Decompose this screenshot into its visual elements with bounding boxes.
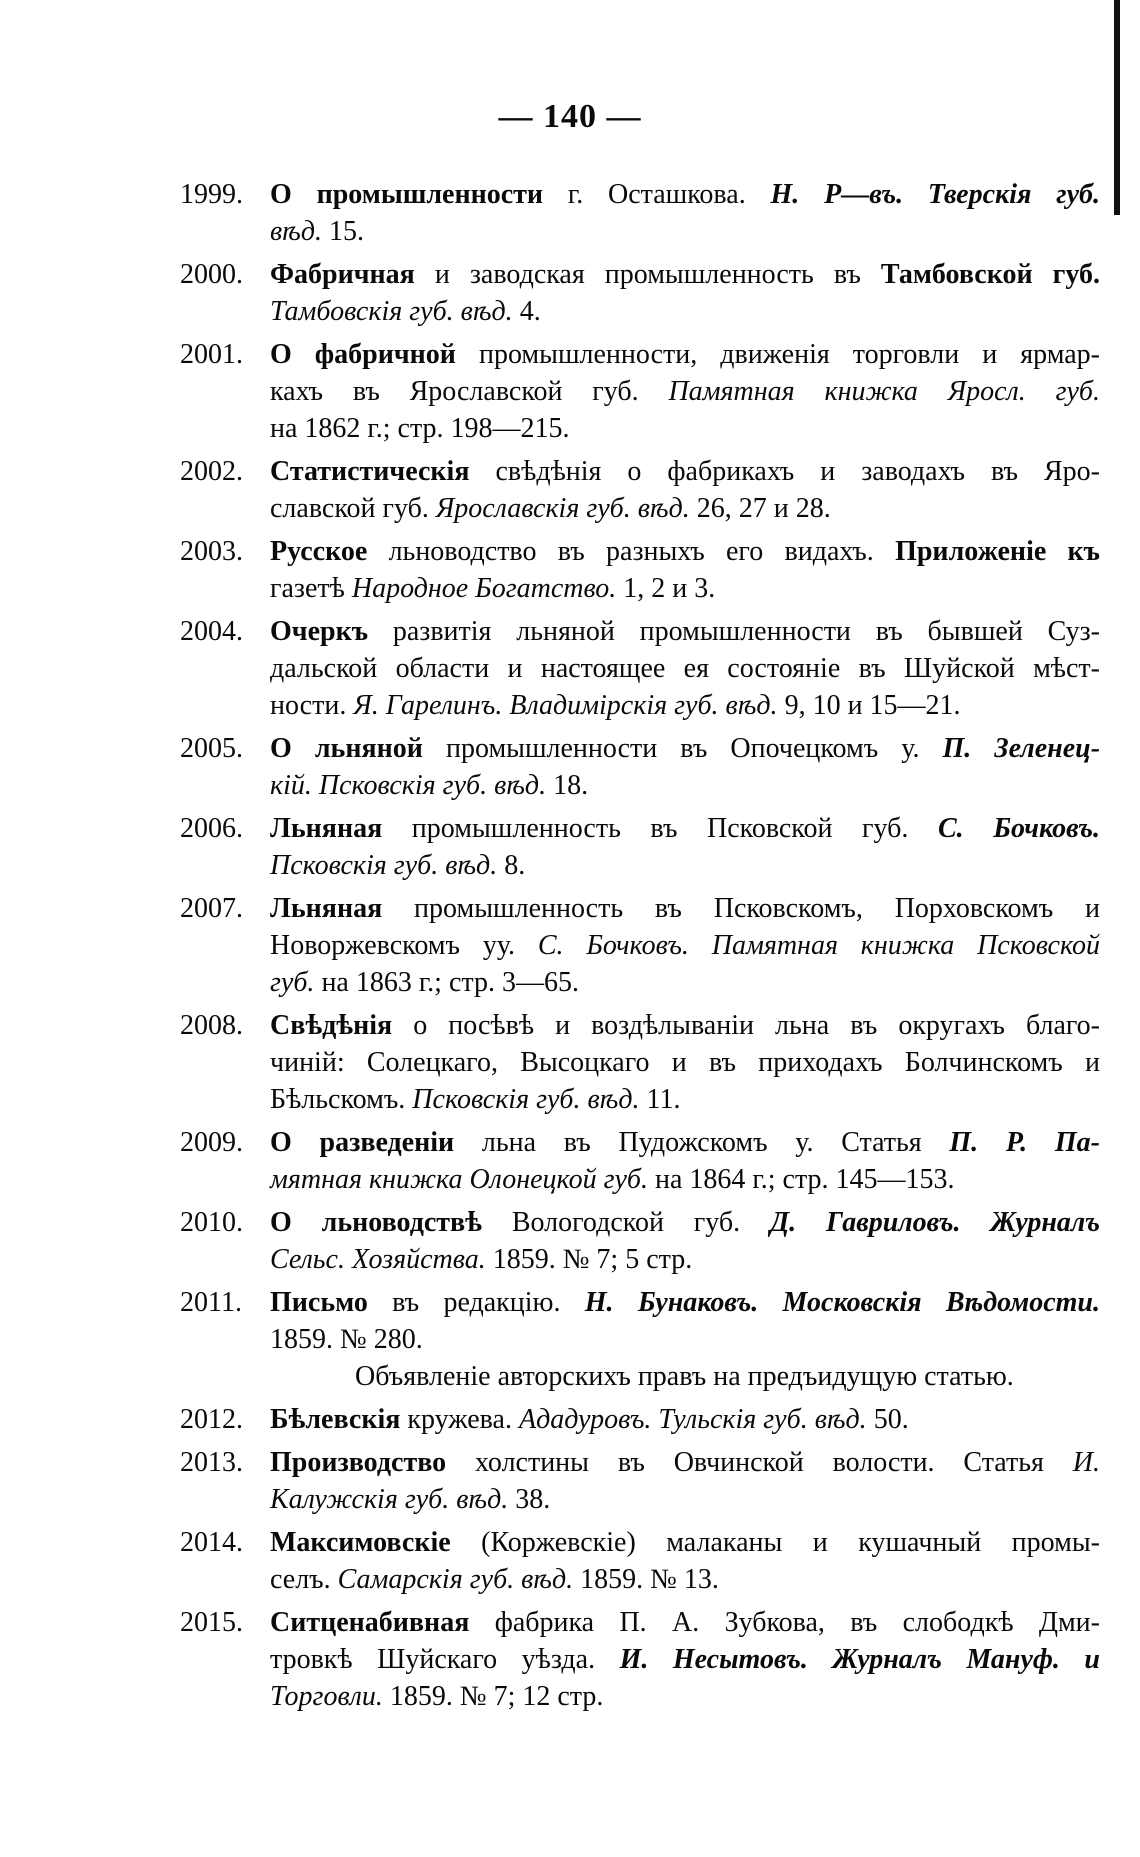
entry-text-segment: промышленность въ Псковской губ. bbox=[382, 813, 938, 844]
entry-text-segment: дальской области и настоящее ея состояніе въ Шуйской мѣст- bbox=[270, 653, 1100, 684]
entry-line bbox=[270, 533, 1100, 570]
entry-text bbox=[270, 810, 1100, 884]
entry-line bbox=[270, 373, 1100, 410]
entry-source-segment: Тамбовскія губ. вѣд. bbox=[270, 296, 513, 327]
entry-number: 1999. bbox=[180, 179, 243, 210]
entry-line bbox=[270, 1524, 1100, 1561]
entry-number: 2013. bbox=[180, 1447, 243, 1478]
bibliography-entry bbox=[180, 176, 1100, 250]
entry-line bbox=[270, 1444, 1100, 1481]
entry-number: 2011. bbox=[180, 1287, 242, 1318]
entry-title-segment: Фабричная bbox=[270, 259, 415, 290]
entry-source-segment: Н. Р—въ. Тверскія губ. bbox=[770, 179, 1100, 210]
entry-title-segment: Письмо bbox=[270, 1287, 368, 1318]
entry-text bbox=[270, 533, 1100, 607]
entry-source-segment: Сельс. Хозяйства. bbox=[270, 1244, 486, 1275]
entry-text bbox=[270, 613, 1100, 724]
entry-text-segment: 1859. № 280. bbox=[270, 1324, 423, 1355]
bibliography-entry bbox=[180, 336, 1100, 447]
bibliography-list bbox=[180, 176, 1100, 1715]
entry-text bbox=[270, 1604, 1100, 1715]
entry-line bbox=[270, 176, 1100, 213]
entry-number: 2004. bbox=[180, 616, 243, 647]
entry-line bbox=[270, 1321, 1100, 1358]
entry-note: Объявленіе авторскихъ правъ на предъидущую статью. bbox=[355, 1361, 1014, 1392]
entry-text bbox=[270, 1204, 1100, 1278]
entry-text bbox=[270, 1284, 1100, 1358]
entry-number: 2001. bbox=[180, 339, 243, 370]
entry-source-segment: П. Р. Па- bbox=[949, 1127, 1101, 1158]
entry-text-segment: 50. bbox=[866, 1404, 909, 1435]
bibliography-entry bbox=[180, 256, 1100, 330]
entry-text bbox=[270, 256, 1100, 330]
entry-title-segment: Русское bbox=[270, 536, 368, 567]
entry-text-segment: 1859. № 7; 5 стр. bbox=[485, 1244, 693, 1275]
entry-line bbox=[270, 927, 1100, 964]
entry-line bbox=[270, 613, 1100, 650]
entry-line bbox=[270, 650, 1100, 687]
bibliography-entry bbox=[180, 613, 1100, 724]
entry-line bbox=[270, 810, 1100, 847]
entry-source-segment: И. Несытовъ. Журналъ Мануф. и bbox=[619, 1644, 1100, 1675]
entry-title-segment: О льноводствѣ bbox=[270, 1207, 482, 1238]
entry-source-segment: Народное Богатство. bbox=[351, 573, 617, 604]
entry-title-segment: Тамбовской губ. bbox=[880, 259, 1100, 290]
bibliography-entry bbox=[180, 810, 1100, 884]
entry-text-segment: льна въ Пудожскомъ у. Статья bbox=[454, 1127, 950, 1158]
entry-text bbox=[270, 1524, 1100, 1598]
entry-source-segment: Самарскія губ. вѣд. bbox=[337, 1564, 574, 1595]
bibliography-entry bbox=[180, 1124, 1100, 1198]
bibliography-entry bbox=[180, 1007, 1100, 1118]
entry-text bbox=[270, 336, 1100, 447]
entry-text-segment: 18. bbox=[546, 770, 589, 801]
entry-line bbox=[270, 1641, 1100, 1678]
entry-line bbox=[270, 767, 1100, 804]
entry-number: 2000. bbox=[180, 259, 243, 290]
entry-number: 2003. bbox=[180, 536, 243, 567]
entry-text-segment: 1859. № 13. bbox=[573, 1564, 719, 1595]
entry-line bbox=[270, 410, 1100, 447]
entry-number: 2009. bbox=[180, 1127, 243, 1158]
entry-line bbox=[270, 1044, 1100, 1081]
entry-line bbox=[270, 1284, 1100, 1321]
entry-text-segment: о посѣвѣ и воздѣлываніи льна въ округахъ благо- bbox=[392, 1010, 1100, 1041]
bibliography-entry bbox=[180, 1604, 1100, 1715]
entry-title-segment: О промышленности bbox=[270, 179, 544, 210]
entry-line bbox=[270, 687, 1100, 724]
entry-text-segment: 8. bbox=[497, 850, 526, 881]
entry-source-segment: Я. Гарелинъ. Владимірскія губ. вѣд. bbox=[353, 690, 778, 721]
entry-text-segment: промышленности, движенія торговли и ярмар- bbox=[455, 339, 1100, 370]
entry-text-segment: льноводство въ разныхъ его видахъ. bbox=[367, 536, 896, 567]
entry-text-segment: Вологодской губ. bbox=[481, 1207, 771, 1238]
entry-title-segment: Статистическія bbox=[270, 456, 470, 487]
entry-title-segment: Максимовскіе bbox=[270, 1527, 451, 1558]
entry-text-segment: 11. bbox=[639, 1084, 681, 1115]
entry-text bbox=[270, 730, 1100, 804]
entry-line bbox=[270, 1241, 1100, 1278]
entry-title-segment: Свѣдѣнія bbox=[270, 1010, 393, 1041]
entry-source-segment: мятная книжка Олонецкой губ. bbox=[270, 1164, 648, 1195]
entry-text-segment: газетѣ bbox=[270, 573, 352, 604]
entry-text-segment: г. Осташкова. bbox=[543, 179, 771, 210]
entry-text bbox=[270, 1401, 1100, 1438]
entry-text-segment: на 1862 г.; стр. 198—215. bbox=[270, 413, 570, 444]
entry-text-segment: 26, 27 и 28. bbox=[689, 493, 831, 524]
entry-title-segment: Бѣлевскія bbox=[270, 1404, 401, 1435]
entry-text-segment: и заводская промышленность въ bbox=[414, 259, 881, 290]
bibliography-entry bbox=[180, 730, 1100, 804]
entry-text-segment: 4. bbox=[512, 296, 541, 327]
entry-title-segment: О льняной bbox=[270, 733, 423, 764]
entry-text-segment: Новоржевскомъ уу. bbox=[270, 930, 538, 961]
entry-text-segment: промышленности въ Опочецкомъ у. bbox=[422, 733, 943, 764]
entry-text-segment: (Коржевскіе) малаканы и кушачный промы- bbox=[450, 1527, 1100, 1558]
entry-text-segment: въ редакцію. bbox=[367, 1287, 585, 1318]
entry-line bbox=[270, 1007, 1100, 1044]
entry-line bbox=[270, 847, 1100, 884]
entry-source-segment: Ададуровъ. Тульскія губ. вѣд. bbox=[518, 1404, 867, 1435]
entry-source-segment: И. bbox=[1072, 1447, 1100, 1478]
entry-line bbox=[270, 1481, 1100, 1518]
entry-source-segment: Псковскія губ. вѣд. bbox=[412, 1084, 640, 1115]
entry-line bbox=[270, 730, 1100, 767]
entry-line bbox=[270, 1678, 1100, 1715]
entry-title-segment: Приложеніе къ bbox=[895, 536, 1101, 567]
entry-source-segment: кій. Псковскія губ. вѣд. bbox=[270, 770, 547, 801]
entry-source-segment: С. Бочковъ. Памятная книжка Псковской bbox=[537, 930, 1101, 961]
entry-title-segment: Ситценабивная bbox=[270, 1607, 470, 1638]
entry-title-segment: Производство bbox=[270, 1447, 447, 1478]
entry-text-segment: 9, 10 и 15—21. bbox=[777, 690, 961, 721]
entry-source-segment: С. Бочковъ. bbox=[937, 813, 1101, 844]
entry-title-segment: О фабричной bbox=[270, 339, 456, 370]
entry-source-segment: Ярославскія губ. вѣд. bbox=[435, 493, 690, 524]
entry-line bbox=[270, 1204, 1100, 1241]
entry-title-segment: О разведеніи bbox=[270, 1127, 455, 1158]
entry-line bbox=[270, 490, 1100, 527]
entry-text bbox=[270, 453, 1100, 527]
entry-text-segment: кружева. bbox=[400, 1404, 519, 1435]
entry-text-segment: фабрика П. А. Зубкова, въ слободкѣ Дми- bbox=[469, 1607, 1100, 1638]
entry-line bbox=[270, 570, 1100, 607]
bibliography-entry bbox=[180, 890, 1100, 1001]
entry-text-segment: чиній: Солецкаго, Высоцкаго и въ приходахъ Болчинскомъ и bbox=[270, 1047, 1100, 1078]
entry-number: 2002. bbox=[180, 456, 243, 487]
entry-number: 2007. bbox=[180, 893, 243, 924]
entry-text-segment: развитія льняной промышленности въ бывшей Суз- bbox=[368, 616, 1100, 647]
entry-text bbox=[270, 890, 1100, 1001]
entry-number: 2014. bbox=[180, 1527, 243, 1558]
entry-line bbox=[270, 1161, 1100, 1198]
entry-text bbox=[270, 176, 1100, 250]
entry-line bbox=[270, 1081, 1100, 1118]
entry-text-segment: кахъ въ Ярославской губ. bbox=[270, 376, 669, 407]
entry-line bbox=[270, 256, 1100, 293]
entry-text-segment: селъ. bbox=[270, 1564, 338, 1595]
entry-text-segment: на 1863 г.; стр. 3—65. bbox=[314, 967, 579, 998]
entry-title-segment: Льняная bbox=[270, 893, 383, 924]
entry-text-segment: тровкѣ Шуйскаго уѣзда. bbox=[270, 1644, 620, 1675]
entry-number: 2015. bbox=[180, 1607, 243, 1638]
entry-source-segment: Торговли. bbox=[270, 1681, 383, 1712]
bibliography-entry bbox=[180, 1524, 1100, 1598]
entry-line bbox=[270, 1401, 1100, 1438]
entry-text-segment: свѣдѣнія о фабрикахъ и заводахъ въ Яро- bbox=[469, 456, 1100, 487]
entry-text bbox=[270, 1124, 1100, 1198]
entry-line bbox=[270, 453, 1100, 490]
bibliography-entry bbox=[180, 1204, 1100, 1278]
bibliography-entry bbox=[180, 453, 1100, 527]
entry-text-segment: Бѣльскомъ. bbox=[270, 1084, 413, 1115]
entry-source-segment: Н. Бунаковъ. Московскія Вѣдомости. bbox=[584, 1287, 1100, 1318]
page-number: — 140 — bbox=[498, 98, 642, 135]
entry-number: 2010. bbox=[180, 1207, 243, 1238]
bibliography-entry bbox=[180, 533, 1100, 607]
entry-text-segment: славской губ. bbox=[270, 493, 436, 524]
entry-number: 2012. bbox=[180, 1404, 243, 1435]
entry-text-segment: 15. bbox=[322, 216, 364, 247]
bibliography-entry bbox=[180, 1401, 1100, 1438]
entry-line bbox=[270, 213, 1100, 250]
entry-number: 2008. bbox=[180, 1010, 243, 1041]
entry-text-segment: на 1864 г.; стр. 145—153. bbox=[648, 1164, 955, 1195]
entry-line bbox=[270, 1124, 1100, 1161]
entry-text-segment: 1859. № 7; 12 стр. bbox=[382, 1681, 604, 1712]
entry-title-segment: Очеркъ bbox=[270, 616, 369, 647]
entry-text-segment: холстины въ Овчинской волости. Статья bbox=[446, 1447, 1073, 1478]
entry-source-segment: П. Зеленец- bbox=[942, 733, 1101, 764]
entry-text-segment: 1, 2 и 3. bbox=[616, 573, 716, 604]
entry-text bbox=[270, 1444, 1100, 1518]
entry-number: 2006. bbox=[180, 813, 243, 844]
entry-source-segment: вѣд. bbox=[270, 216, 322, 247]
entry-number: 2005. bbox=[180, 733, 243, 764]
entry-text-segment: ности. bbox=[270, 690, 354, 721]
entry-text bbox=[270, 1007, 1100, 1118]
entry-line bbox=[270, 293, 1100, 330]
entry-text-segment: 38. bbox=[508, 1484, 551, 1515]
entry-title-segment: Льняная bbox=[270, 813, 383, 844]
entry-source-segment: Калужскія губ. вѣд. bbox=[270, 1484, 509, 1515]
entry-source-segment: Д. Гавриловъ. Журналъ bbox=[770, 1207, 1101, 1238]
bibliography-entry bbox=[180, 1284, 1100, 1358]
entry-line bbox=[270, 890, 1100, 927]
entry-source-segment: Памятная книжка Яросл. губ. bbox=[668, 376, 1101, 407]
entry-text-segment: промышленность въ Псковскомъ, Порховскомъ и bbox=[382, 893, 1100, 924]
bibliography-entry bbox=[180, 1444, 1100, 1518]
entry-source-segment: Псковскія губ. вѣд. bbox=[270, 850, 498, 881]
entry-line bbox=[270, 1604, 1100, 1641]
entry-line bbox=[270, 336, 1100, 373]
entry-source-segment: губ. bbox=[270, 967, 315, 998]
entry-line bbox=[270, 1561, 1100, 1598]
entry-line bbox=[270, 964, 1100, 1001]
